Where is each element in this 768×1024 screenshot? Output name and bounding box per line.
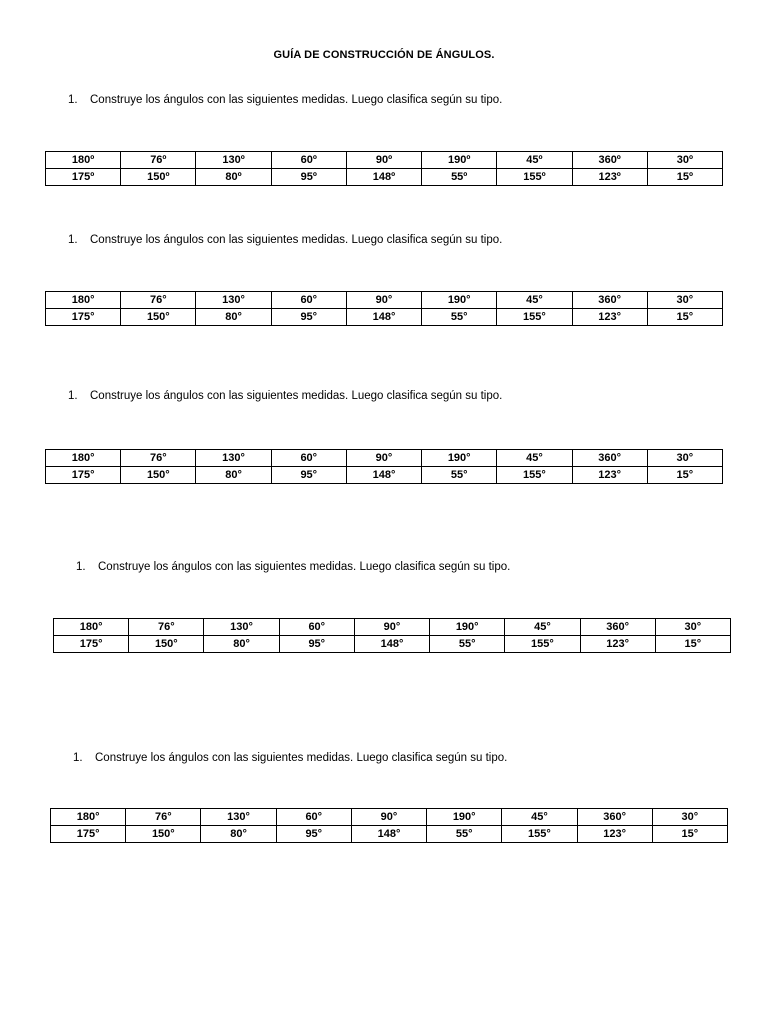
- angle-cell: 95°: [279, 636, 354, 653]
- instruction-number: 1.: [68, 94, 78, 106]
- angle-cell: 15°: [647, 309, 722, 326]
- instruction-5: [73, 752, 507, 764]
- angle-cell: 360°: [577, 809, 652, 826]
- angle-cell: 45º: [497, 152, 572, 169]
- angle-cell: 360°: [572, 450, 647, 467]
- instruction-number: 1.: [73, 752, 83, 764]
- angle-cell: 30°: [647, 292, 722, 309]
- angle-cell: 150°: [129, 636, 204, 653]
- angle-cell: 80°: [196, 309, 271, 326]
- angle-cell: 80º: [196, 169, 271, 186]
- angle-cell: 190º: [422, 152, 497, 169]
- angle-cell: 80°: [201, 826, 276, 843]
- angle-cell: 90°: [346, 292, 421, 309]
- angle-cell: 80°: [196, 467, 271, 484]
- angle-cell: 123°: [580, 636, 655, 653]
- angle-cell: 60°: [279, 619, 354, 636]
- angle-cell: 180°: [51, 809, 126, 826]
- angle-cell: 175°: [51, 826, 126, 843]
- angle-table-2: [45, 291, 723, 326]
- angle-cell: 175°: [46, 467, 121, 484]
- angle-cell: 148°: [346, 467, 421, 484]
- angle-cell: 148°: [351, 826, 426, 843]
- angle-cell: 60°: [276, 809, 351, 826]
- table-row: [54, 636, 731, 653]
- angle-cell: 360º: [572, 152, 647, 169]
- angle-cell: 148º: [346, 169, 421, 186]
- angle-cell: 190°: [422, 292, 497, 309]
- angle-cell: 76º: [121, 152, 196, 169]
- angle-cell: 45°: [505, 619, 580, 636]
- angle-cell: 90°: [346, 450, 421, 467]
- angle-cell: 148°: [354, 636, 429, 653]
- angle-cell: 360°: [580, 619, 655, 636]
- angle-cell: 76°: [121, 450, 196, 467]
- angle-cell: 130°: [204, 619, 279, 636]
- angle-cell: 95º: [271, 169, 346, 186]
- document-title: GUÍA DE CONSTRUCCIÓN DE ÁNGULOS.: [273, 49, 495, 61]
- table-row: [54, 619, 731, 636]
- angle-cell: 15º: [647, 169, 722, 186]
- angle-cell: 60°: [271, 292, 346, 309]
- angle-cell: 80°: [204, 636, 279, 653]
- angle-cell: 95°: [276, 826, 351, 843]
- angle-cell: 123°: [572, 309, 647, 326]
- angle-cell: 45°: [502, 809, 577, 826]
- angle-cell: 95°: [271, 309, 346, 326]
- angle-table-4: [53, 618, 731, 653]
- instruction-text: Construye los ángulos con las siguientes medidas. Luego clasifica según su tipo.: [98, 561, 511, 573]
- angle-cell: 76°: [121, 292, 196, 309]
- angle-cell: 123°: [572, 467, 647, 484]
- angle-cell: 155°: [497, 467, 572, 484]
- angle-cell: 55º: [422, 169, 497, 186]
- angle-table-1: [45, 151, 723, 186]
- table-row: [46, 309, 723, 326]
- angle-cell: 30º: [647, 152, 722, 169]
- table-row: [51, 826, 728, 843]
- angle-cell: 155°: [502, 826, 577, 843]
- instruction-text: Construye los ángulos con las siguientes medidas. Luego clasifica según su tipo.: [90, 94, 503, 106]
- instruction-number: 1.: [76, 561, 86, 573]
- angle-cell: 55°: [430, 636, 505, 653]
- angle-cell: 155º: [497, 169, 572, 186]
- angle-cell: 150º: [121, 169, 196, 186]
- angle-cell: 155°: [505, 636, 580, 653]
- angle-cell: 180°: [46, 450, 121, 467]
- angle-cell: 45°: [497, 292, 572, 309]
- angle-cell: 15°: [655, 636, 730, 653]
- angle-cell: 76°: [129, 619, 204, 636]
- angle-cell: 130°: [196, 450, 271, 467]
- table-row: [51, 809, 728, 826]
- table-row: [46, 152, 723, 169]
- angle-cell: 15°: [652, 826, 727, 843]
- angle-cell: 180º: [46, 152, 121, 169]
- table-row: [46, 292, 723, 309]
- angle-cell: 190°: [430, 619, 505, 636]
- instruction-1: [68, 94, 502, 106]
- angle-cell: 155°: [497, 309, 572, 326]
- angle-cell: 190°: [422, 450, 497, 467]
- table-row: [46, 169, 723, 186]
- table-row: [46, 467, 723, 484]
- angle-cell: 123°: [577, 826, 652, 843]
- angle-cell: 30°: [647, 450, 722, 467]
- instruction-text: Construye los ángulos con las siguientes medidas. Luego clasifica según su tipo.: [90, 390, 503, 402]
- angle-cell: 90º: [346, 152, 421, 169]
- instruction-text: Construye los ángulos con las siguientes medidas. Luego clasifica según su tipo.: [95, 752, 508, 764]
- table-row: [46, 450, 723, 467]
- angle-cell: 130°: [196, 292, 271, 309]
- angle-cell: 76°: [126, 809, 201, 826]
- angle-cell: 360°: [572, 292, 647, 309]
- instruction-3: [68, 390, 502, 402]
- angle-table-3: [45, 449, 723, 484]
- angle-cell: 130º: [196, 152, 271, 169]
- angle-cell: 150°: [126, 826, 201, 843]
- angle-table-5: [50, 808, 728, 843]
- angle-cell: 60º: [271, 152, 346, 169]
- angle-cell: 175°: [46, 309, 121, 326]
- angle-cell: 150°: [121, 309, 196, 326]
- angle-cell: 148°: [346, 309, 421, 326]
- angle-cell: 55°: [422, 309, 497, 326]
- instruction-number: 1.: [68, 234, 78, 246]
- angle-cell: 130°: [201, 809, 276, 826]
- angle-cell: 90°: [354, 619, 429, 636]
- angle-cell: 190°: [427, 809, 502, 826]
- angle-cell: 45°: [497, 450, 572, 467]
- angle-cell: 175º: [46, 169, 121, 186]
- angle-cell: 180°: [54, 619, 129, 636]
- angle-cell: 55°: [427, 826, 502, 843]
- angle-cell: 150°: [121, 467, 196, 484]
- instruction-number: 1.: [68, 390, 78, 402]
- angle-cell: 30°: [655, 619, 730, 636]
- angle-cell: 180°: [46, 292, 121, 309]
- angle-cell: 55°: [422, 467, 497, 484]
- instruction-text: Construye los ángulos con las siguientes medidas. Luego clasifica según su tipo.: [90, 234, 503, 246]
- angle-cell: 175°: [54, 636, 129, 653]
- angle-cell: 15°: [647, 467, 722, 484]
- instruction-2: [68, 234, 502, 246]
- angle-cell: 30°: [652, 809, 727, 826]
- angle-cell: 95°: [271, 467, 346, 484]
- instruction-4: [76, 561, 510, 573]
- angle-cell: 123º: [572, 169, 647, 186]
- angle-cell: 90°: [351, 809, 426, 826]
- angle-cell: 60°: [271, 450, 346, 467]
